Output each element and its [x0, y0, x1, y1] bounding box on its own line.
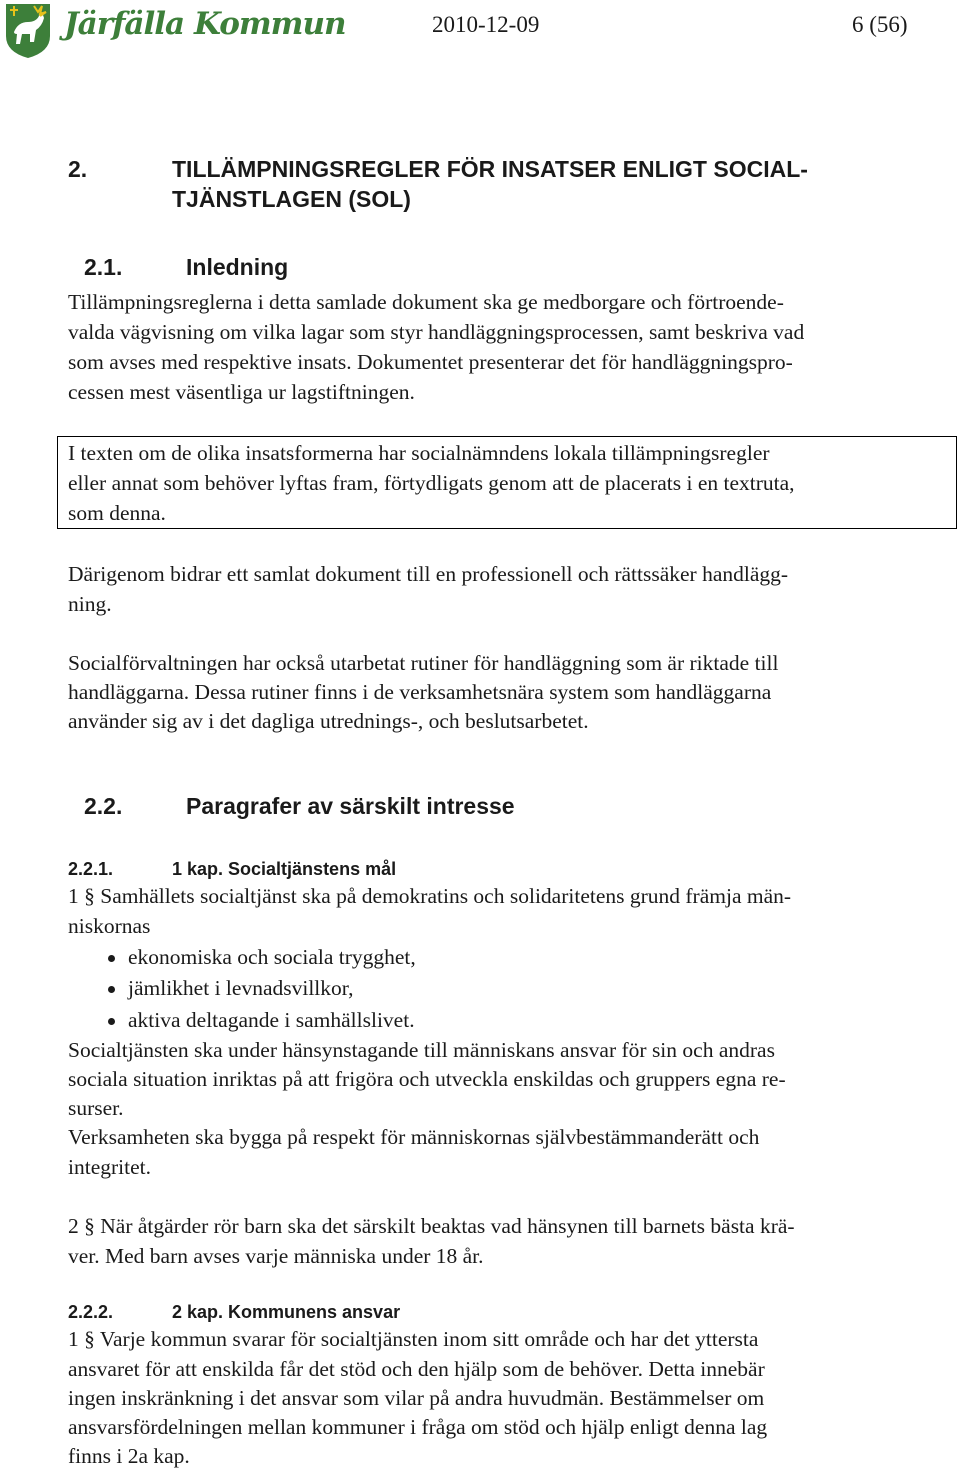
law-paragraph-line: ingen inskränkning i det ansvar som vilar på andra huvudmän. Bestämmelser om	[68, 1386, 765, 1410]
bullet-item: jämlikhet i levnadsvillkor,	[128, 976, 354, 1000]
paragraph-line: använder sig av i det dagliga utrednings-, och beslutsarbetet.	[68, 709, 589, 733]
intro-paragraph-line: valda vägvisning om vilka lagar som styr handläggningsprocessen, samt beskriva vad	[68, 320, 805, 344]
law-paragraph-line: integritet.	[68, 1155, 151, 1179]
paragraph-line: Socialförvaltningen har också utarbetat rutiner för handläggning som är riktade till	[68, 651, 779, 675]
chapter-title: 2 kap. Kommunens ansvar	[172, 1302, 401, 1322]
law-paragraph-line: 2 § När åtgärder rör barn ska det särskilt beaktas vad hänsynen till barnets bästa krä-	[68, 1214, 795, 1238]
page-number: 6 (56)	[852, 12, 908, 37]
intro-paragraph-line: Tillämpningsreglerna i detta samlade dokument ska ge medborgare och förtroende-	[68, 290, 784, 314]
intro-paragraph-line: cessen mest väsentliga ur lagstiftningen.	[68, 380, 415, 404]
law-paragraph-line: ansvarsfördelningen mellan kommuner i fråga om stöd och hjälp enligt denna lag	[68, 1415, 768, 1439]
law-paragraph-line: Socialtjänsten ska under hänsynstagande till människans ansvar för sin och andras	[68, 1038, 775, 1062]
law-paragraph-line: 1 § Varje kommun svarar för socialtjänsten inom sitt område och har det yttersta	[68, 1327, 759, 1351]
subsection-number: 2.2.2.	[68, 1302, 114, 1322]
page-header	[0, 0, 960, 70]
paragraph-line: ning.	[68, 592, 112, 616]
bullet-dot	[108, 955, 115, 962]
bullet-dot	[108, 1018, 115, 1025]
subsection-2-1-heading	[84, 254, 289, 281]
law-paragraph-line: surser.	[68, 1096, 124, 1120]
paragraph-line: handläggarna. Dessa rutiner finns i de verksamhetsnära system som handläggarna	[68, 680, 772, 704]
subsection-2-2-heading	[84, 793, 515, 820]
law-paragraph-line: ansvaret för att enskilda får det stöd och den hjälp som de behöver. Detta innebär	[68, 1357, 765, 1381]
chapter-title: 1 kap. Socialtjänstens mål	[172, 859, 397, 879]
paragraph-line: Därigenom bidrar ett samlat dokument till en professionell och rättssäker handlägg-	[68, 562, 789, 586]
subsection-2-2-2-heading	[68, 1302, 401, 1323]
municipality-brand: Järfälla Kommun	[64, 6, 346, 42]
subsection-2-2-1-heading	[68, 859, 397, 880]
subsection-number: 2.2.1.	[68, 859, 114, 879]
document-date: 2010-12-09	[432, 12, 540, 37]
subsection-title: Inledning	[186, 254, 289, 280]
bullet-item: aktiva deltagande i samhällslivet.	[128, 1008, 415, 1032]
textbox-line: som denna.	[68, 501, 166, 525]
intro-paragraph-line: som avses med respektive insats. Dokumentet presenterar det för handläggningspro-	[68, 350, 793, 374]
law-paragraph-line: 1 § Samhällets socialtjänst ska på demokratins och solidaritetens grund främja män-	[68, 884, 792, 908]
subsection-title: Paragrafer av särskilt intresse	[186, 793, 515, 819]
coat-of-arms-logo	[4, 2, 52, 60]
law-paragraph-line: Verksamheten ska bygga på respekt för människornas självbestämmanderätt och	[68, 1125, 760, 1149]
law-paragraph-line: ver. Med barn avses varje människa under 18 år.	[68, 1244, 484, 1268]
section-title-line-1: TILLÄMPNINGSREGLER FÖR INSATSER ENLIGT SOCIAL-	[172, 156, 808, 182]
subsection-number: 2.2.	[84, 793, 123, 819]
law-paragraph-line: sociala situation inriktas på att frigöra och utveckla enskildas och gruppers egna re-	[68, 1067, 786, 1091]
bullet-item: ekonomiska och sociala trygghet,	[128, 945, 416, 969]
section-title-line-2: TJÄNSTLAGEN (SOL)	[172, 186, 411, 212]
subsection-number: 2.1.	[84, 254, 123, 280]
law-paragraph-line: finns i 2a kap.	[68, 1444, 190, 1468]
law-paragraph-line: niskornas	[68, 914, 151, 938]
textbox-line: eller annat som behöver lyftas fram, förtydligats genom att de placerats i en textruta,	[68, 471, 795, 495]
section-number: 2.	[68, 156, 88, 182]
textbox-line: I texten om de olika insatsformerna har socialnämndens lokala tillämpningsregler	[68, 441, 770, 465]
bullet-dot	[108, 986, 115, 993]
